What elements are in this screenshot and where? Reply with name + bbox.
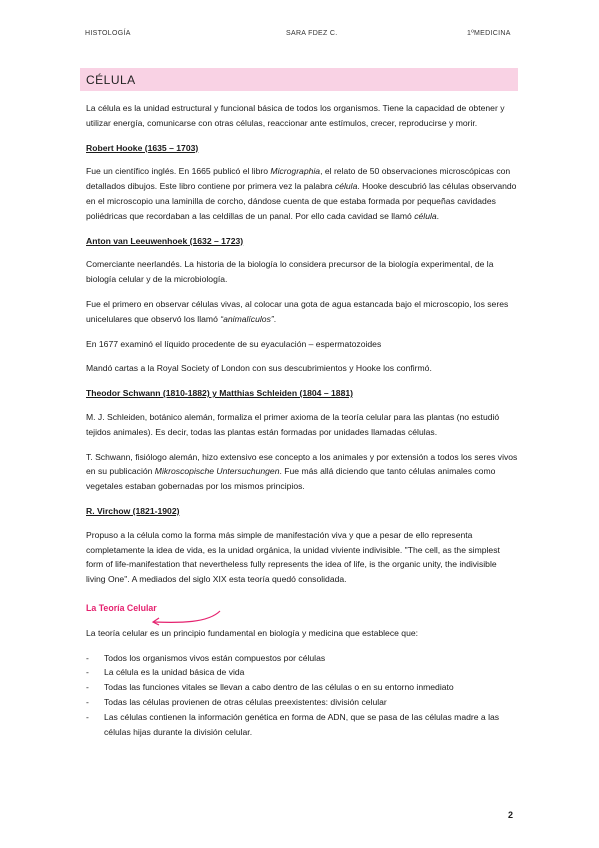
- schwann-schleiden-heading: Theodor Schwann (1810-1882) y Matthias Schleiden (1804 – 1881): [86, 388, 353, 399]
- leeuwenhoek-heading: Anton van Leeuwenhoek (1632 – 1723): [86, 235, 244, 246]
- leeuwenhoek-paragraph-4: Mandó cartas a la Royal Society of London con sus descubrimientos y Hooke los confirmó.: [86, 363, 432, 374]
- cell-theory-list: [86, 651, 518, 740]
- leeuwenhoek-paragraph-3: En 1677 examinó el líquido procedente de su eyaculación – espermatozoides: [86, 338, 382, 349]
- hooke-paragraph: Fue un científico inglés. En 1665 publicó el libro Micrographia, el relato de 50 observaciones microscópicas con detallados dibujos. Este libro contiene por primera vez la palabra célula. Hooke descubrió las células observando en el microscopio una laminilla de corcho, dándose cuenta de que estaba formada por pequeñas cavidades poliédricas que recordaban a las celdillas de un panal. Por ello cada cavidad se llamó célula.: [86, 166, 517, 221]
- leeuwenhoek-paragraph-1: Comerciante neerlandés. La historia de la biología lo considera precursor de la biología experimental, de la biología celular y de la microbiología.: [86, 259, 494, 285]
- virchow-heading: R. Virchow (1821-1902): [86, 505, 180, 516]
- header-subject: HISTOLOGÍA: [85, 30, 131, 37]
- curved-arrow-icon: [150, 609, 222, 629]
- cell-theory-intro: La teoría celular es un principio fundamental en biología y medicina que establece que:: [86, 627, 419, 638]
- schleiden-paragraph: M. J. Schleiden, botánico alemán, formaliza el primer axioma de la teoría celular para las plantas (no estudió tejidos animales). Es decir, todas las plantas están formadas por unidades llamadas células.: [86, 411, 500, 437]
- intro-paragraph: La célula es la unidad estructural y funcional básica de todos los organismos. Tiene la capacidad de obtener y utilizar energía, comunicarse con otras células, reaccionar ante estímulos, crecer, reproducirse y morir.: [86, 103, 505, 128]
- leeuwenhoek-paragraph-2: Fue el primero en observar células vivas, al colocar una gota de agua estancada bajo el microscopio, los seres unicelulares que observó los llamó “animalículos”.: [86, 298, 509, 324]
- page-number: 2: [508, 810, 514, 820]
- document-body: [86, 101, 518, 739]
- virchow-paragraph: Propuso a la célula como la forma más simple de manifestación viva y que a pesar de ello representa completamente la idea de vida, es la unidad orgánica, la unidad viviente indivisible. "The cell, as the simplest form of life-manifestation that nevertheless fully represents the idea of life, is the organic unity, the indivisible living One". A mediados del siglo XIX esta teoría quedó consolidada.: [86, 529, 500, 585]
- list-item: - La célula es la unidad básica de vida: [86, 665, 518, 680]
- header-course: 1ºMEDICINA: [467, 30, 511, 37]
- list-item: - Todas las células provienen de otras células preexistentes: división celular: [86, 695, 518, 710]
- title-band: [80, 68, 518, 91]
- list-item: - Todos los organismos vivos están compuestos por células: [86, 651, 518, 666]
- header-author: SARA FDEZ C.: [286, 30, 338, 37]
- list-item: - Todas las funciones vitales se llevan a cabo dentro de las células o en su entorno inmediato: [86, 680, 518, 695]
- list-item: - Las células contienen la información genética en forma de ADN, que se pasa de las células madre a las células hijas durante la división celular.: [86, 710, 518, 740]
- cell-theory-heading: La Teoría Celular: [86, 602, 157, 613]
- schwann-paragraph: T. Schwann, fisiólogo alemán, hizo extensivo ese concepto a los animales y por extensión a todos los seres vivos en su publicación Mikroscopische Untersuchungen. Fue más allá diciendo que tanto células animales como vegetales estaban gobernadas por los mismos principios.: [86, 451, 518, 492]
- hooke-heading: Robert Hooke (1635 – 1703): [86, 142, 199, 153]
- page-title: CÉLULA: [86, 73, 136, 87]
